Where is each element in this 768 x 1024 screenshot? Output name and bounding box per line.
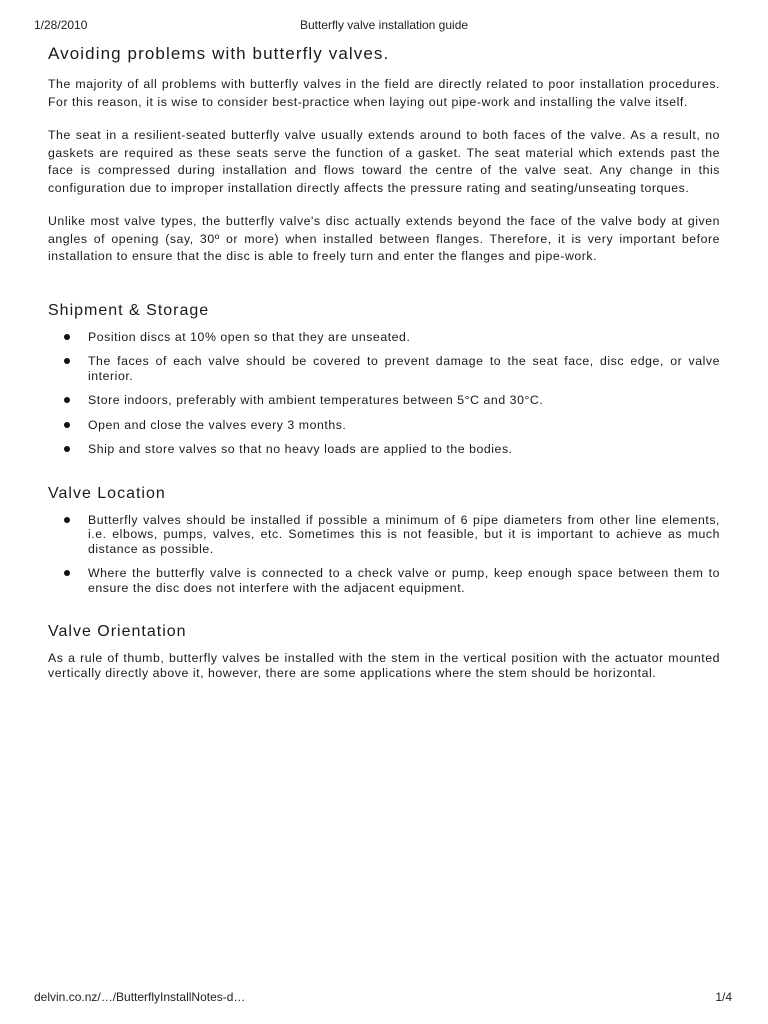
- page-heading: Avoiding problems with butterfly valves.: [48, 44, 390, 63]
- section-heading-orientation: Valve Orientation: [48, 623, 187, 640]
- section-valve-location: [48, 485, 720, 596]
- list-item: [48, 354, 720, 383]
- list-item: [48, 393, 720, 408]
- section-heading-shipment: Shipment & Storage: [48, 301, 210, 319]
- source-url: delvin.co.nz/…/ButterflyInstallNotes-d…: [34, 990, 246, 1004]
- list-item: [48, 418, 720, 433]
- section-shipment-storage: [48, 302, 720, 457]
- section-heading-location: Valve Location: [48, 484, 166, 502]
- list-item-text: Store indoors, preferably with ambient temperatures between 5°C and 30°C.: [88, 393, 544, 407]
- list-item-text: Position discs at 10% open so that they are unseated.: [88, 329, 411, 344]
- list-item-text: Ship and store valves so that no heavy loads are applied to the bodies.: [88, 442, 513, 456]
- location-list: [48, 513, 720, 596]
- bullet-icon: [64, 570, 70, 576]
- list-item: [48, 513, 720, 557]
- shipment-list: [48, 330, 720, 457]
- section-valve-orientation: [48, 623, 720, 680]
- list-item: [48, 442, 720, 457]
- print-footer: [0, 990, 768, 1006]
- orientation-paragraph: As a rule of thumb, butterfly valves be installed with the stem in the vertical position with the actuator mounted vertically directly above it, however, there are some applications where the stem should be horizontal.: [48, 651, 720, 680]
- bullet-icon: [64, 446, 70, 452]
- bullet-icon: [64, 334, 70, 340]
- list-item-text: Open and close the valves every 3 months.: [88, 417, 347, 432]
- intro-paragraph-3: Unlike most valve types, the butterfly valve's disc actually extends beyond the face of the valve body at given angles of opening (say, 30º or more) when installed between flanges. Therefore, it is very important before installation to ensure that the disc is able to freely turn and enter the flanges and pipe-work.: [48, 214, 720, 263]
- document-body: [48, 40, 720, 696]
- list-item: [48, 566, 720, 595]
- print-title: Butterfly valve installation guide: [299, 18, 469, 32]
- intro-paragraph-2: The seat in a resilient-seated butterfly valve usually extends around to both faces of the valve. As a result, no gaskets are required as these seats serve the function of a gasket. The seat material which extends past the face is compressed during installation and flows toward the centre of the valve seat. Any change in this configuration due to improper installation directly affects the pressure rating and seating/unseating torques.: [48, 128, 720, 195]
- intro-paragraph-1: The majority of all problems with butterfly valves in the field are directly related to poor installation procedures. For this reason, it is wise to consider best-practice when laying out pipe-work and installing the valve itself.: [48, 77, 720, 109]
- bullet-icon: [64, 517, 70, 523]
- bullet-icon: [64, 358, 70, 364]
- print-header: [0, 18, 768, 34]
- list-item: [48, 330, 720, 345]
- bullet-icon: [64, 422, 70, 428]
- print-date: 1/28/2010: [34, 18, 88, 32]
- page-number: 1/4: [715, 990, 732, 1004]
- list-item-text: Butterfly valves should be installed if possible a minimum of 6 pipe diameters from other line elements, i.e. elbows, pumps, valves, etc. Sometimes this is not feasible, but it is important to achieve as much distance as possible.: [88, 512, 720, 556]
- list-item-text: The faces of each valve should be covered to prevent damage to the seat face, disc edge, or valve interior.: [88, 354, 720, 383]
- list-item-text: Where the butterfly valve is connected to a check valve or pump, keep enough space between them to ensure the disc does not interfere with the adjacent equipment.: [88, 566, 720, 595]
- bullet-icon: [64, 397, 70, 403]
